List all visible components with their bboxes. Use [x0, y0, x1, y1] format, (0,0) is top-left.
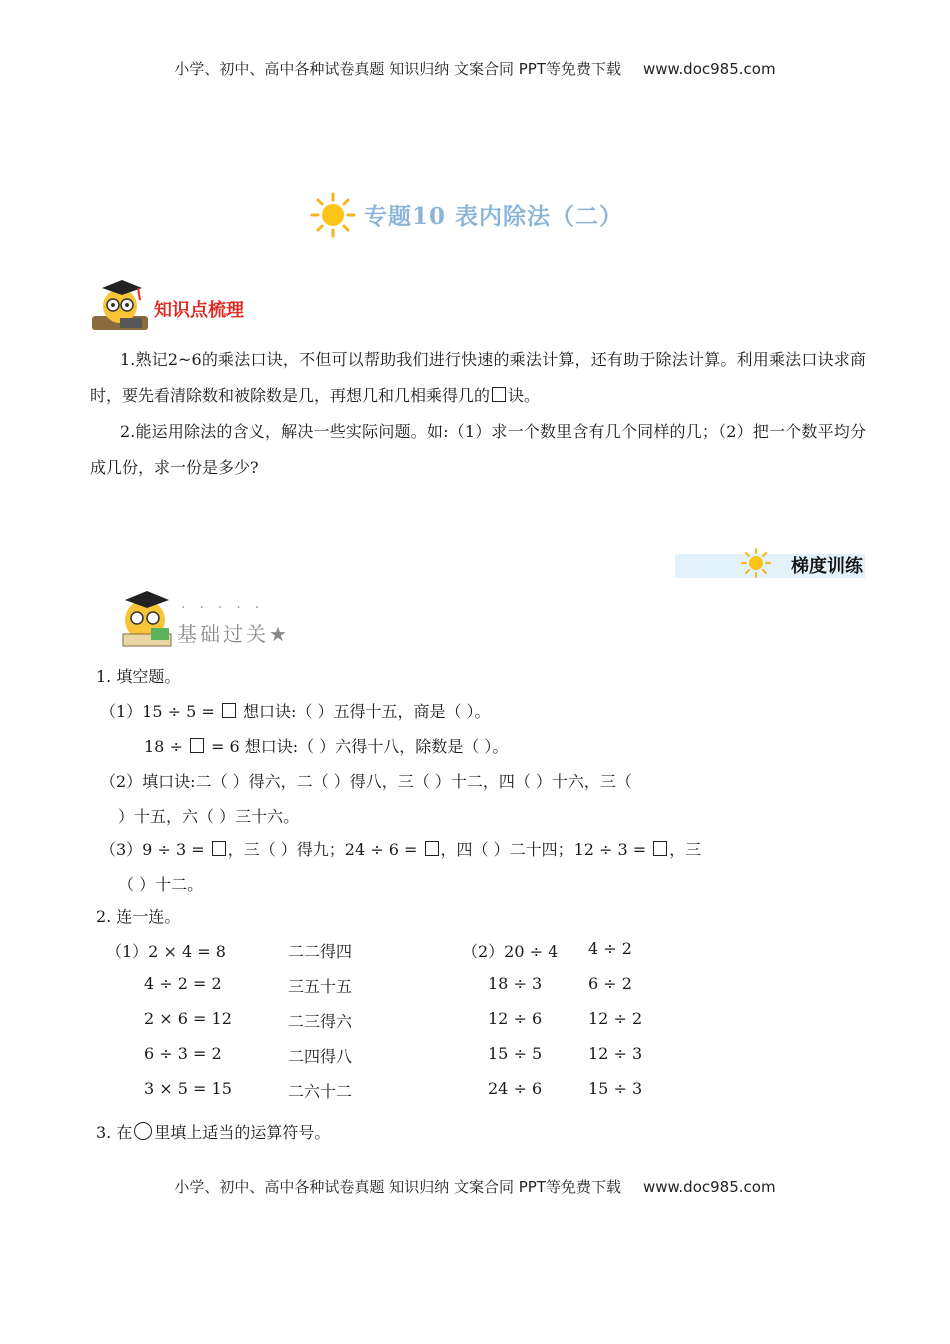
q2-col3-item: 12 ÷ 6	[488, 1009, 543, 1028]
training-banner	[675, 554, 865, 578]
q1-l1-a: （1）15 ÷ 5 =	[100, 702, 220, 721]
page-footer	[0, 1176, 950, 1197]
blank-box	[653, 841, 667, 856]
sun-icon	[741, 548, 771, 578]
q1-l2-a: 18 ÷	[144, 737, 188, 756]
q2-col3-item: 24 ÷ 6	[488, 1079, 543, 1098]
knowledge-paragraph-2	[90, 414, 866, 486]
q2-col2-item: 二二得四	[288, 942, 353, 961]
circle-icon	[134, 1122, 152, 1140]
blank-box	[492, 387, 506, 402]
q2-col4-item: 15 ÷ 3	[588, 1079, 643, 1098]
q2-col2-item: 三五十五	[288, 977, 353, 996]
q2-col2-item: 二三得六	[288, 1012, 353, 1031]
q2-col1-item: 6 ÷ 3 = 2	[144, 1044, 222, 1063]
section-knowledge-label: 知识点梳理	[154, 300, 244, 321]
knowledge-paragraph-1	[90, 342, 866, 414]
q1-l1-b: 想口诀:（ ）五得十五，商是（ ）。	[237, 702, 491, 721]
q2-col4-item: 12 ÷ 3	[588, 1044, 643, 1063]
q2-col4-item: 4 ÷ 2	[588, 939, 632, 958]
q2-col4-item: 6 ÷ 2	[588, 974, 632, 993]
q1-l5-d: ，三	[669, 840, 702, 859]
q2-col3-item: （2）20 ÷ 4	[462, 942, 559, 961]
knowledge-p1-end: 诀。	[508, 386, 541, 405]
footer-url[interactable]: www.doc985.com	[642, 1178, 776, 1196]
scholar-mascot-icon	[90, 276, 154, 336]
q2-col1-item: 2 × 6 = 12	[144, 1009, 232, 1028]
q1-l5-a: （3）9 ÷ 3 =	[100, 840, 210, 859]
q3-text-a: 3. 在	[96, 1123, 133, 1142]
q2-title: 2. 连一连。	[96, 907, 181, 926]
q2-col1-item: 3 × 5 = 15	[144, 1079, 232, 1098]
q1-l5-c: ，四（ ）二十四；12 ÷ 3 =	[440, 840, 652, 859]
q1-line-2	[144, 734, 508, 757]
scholar-mascot-icon	[115, 588, 179, 652]
q1-line-6: （ ）十二。	[118, 875, 204, 894]
decorative-dots: ·····	[181, 600, 274, 616]
blank-box	[222, 703, 236, 718]
section-knowledge-header	[90, 276, 290, 336]
q3-title	[96, 1120, 330, 1143]
title-text: 专题10 表内除法（二）	[364, 203, 624, 230]
q3-text-b: 里填上适当的运算符号。	[154, 1123, 331, 1142]
q2-col3-item: 15 ÷ 5	[488, 1044, 543, 1063]
header-text: 小学、初中、高中各种试卷真题 知识归纳 文案合同 PPT等免费下载	[174, 60, 621, 78]
blank-box	[212, 841, 226, 856]
q1-line-1	[100, 699, 491, 722]
section-basic-label: 基础过关★	[177, 622, 290, 646]
header-url[interactable]: www.doc985.com	[642, 60, 776, 78]
q1-l2-b: = 6 想口诀:（ ）六得十八，除数是（ ）。	[205, 737, 509, 756]
q2-col4-item: 12 ÷ 2	[588, 1009, 643, 1028]
training-label: 梯度训练	[791, 556, 863, 577]
q2-col2-item: 二六十二	[288, 1082, 353, 1101]
sun-icon	[310, 192, 356, 238]
q1-title: 1. 填空题。	[96, 667, 181, 686]
page-title	[310, 196, 670, 236]
blank-box	[190, 738, 204, 753]
q2-col1-item: 4 ÷ 2 = 2	[144, 974, 222, 993]
q1-l5-b: ，三（ ）得九；24 ÷ 6 =	[227, 840, 423, 859]
q1-line-3: （2）填口诀:二（ ）得六，二（ ）得八，三（ ）十二，四（ ）十六，三（	[100, 772, 632, 791]
blank-box	[425, 841, 439, 856]
footer-text: 小学、初中、高中各种试卷真题 知识归纳 文案合同 PPT等免费下载	[174, 1178, 621, 1196]
q2-col2-item: 二四得八	[288, 1047, 353, 1066]
q2-col3-item: 18 ÷ 3	[488, 974, 543, 993]
q1-line-4: ）十五，六（ ）三十六。	[118, 807, 300, 826]
knowledge-p1-text: 1.熟记2~6的乘法口诀，不但可以帮助我们进行快速的乘法计算，还有助于除法计算。利用乘法口诀求商时，要先看清除数和被除数是几，再想几和几相乘得几的	[90, 350, 866, 405]
knowledge-p2-text: 2.能运用除法的含义，解决一些实际问题。如:（1）求一个数里含有几个同样的几；（2）把一个数平均分成几份，求一份是多少?	[90, 422, 866, 477]
q2-col1-item: （1）2 × 4 = 8	[106, 942, 226, 961]
page-header	[0, 58, 950, 79]
q1-line-5	[100, 837, 701, 860]
section-basic-header	[115, 588, 335, 652]
